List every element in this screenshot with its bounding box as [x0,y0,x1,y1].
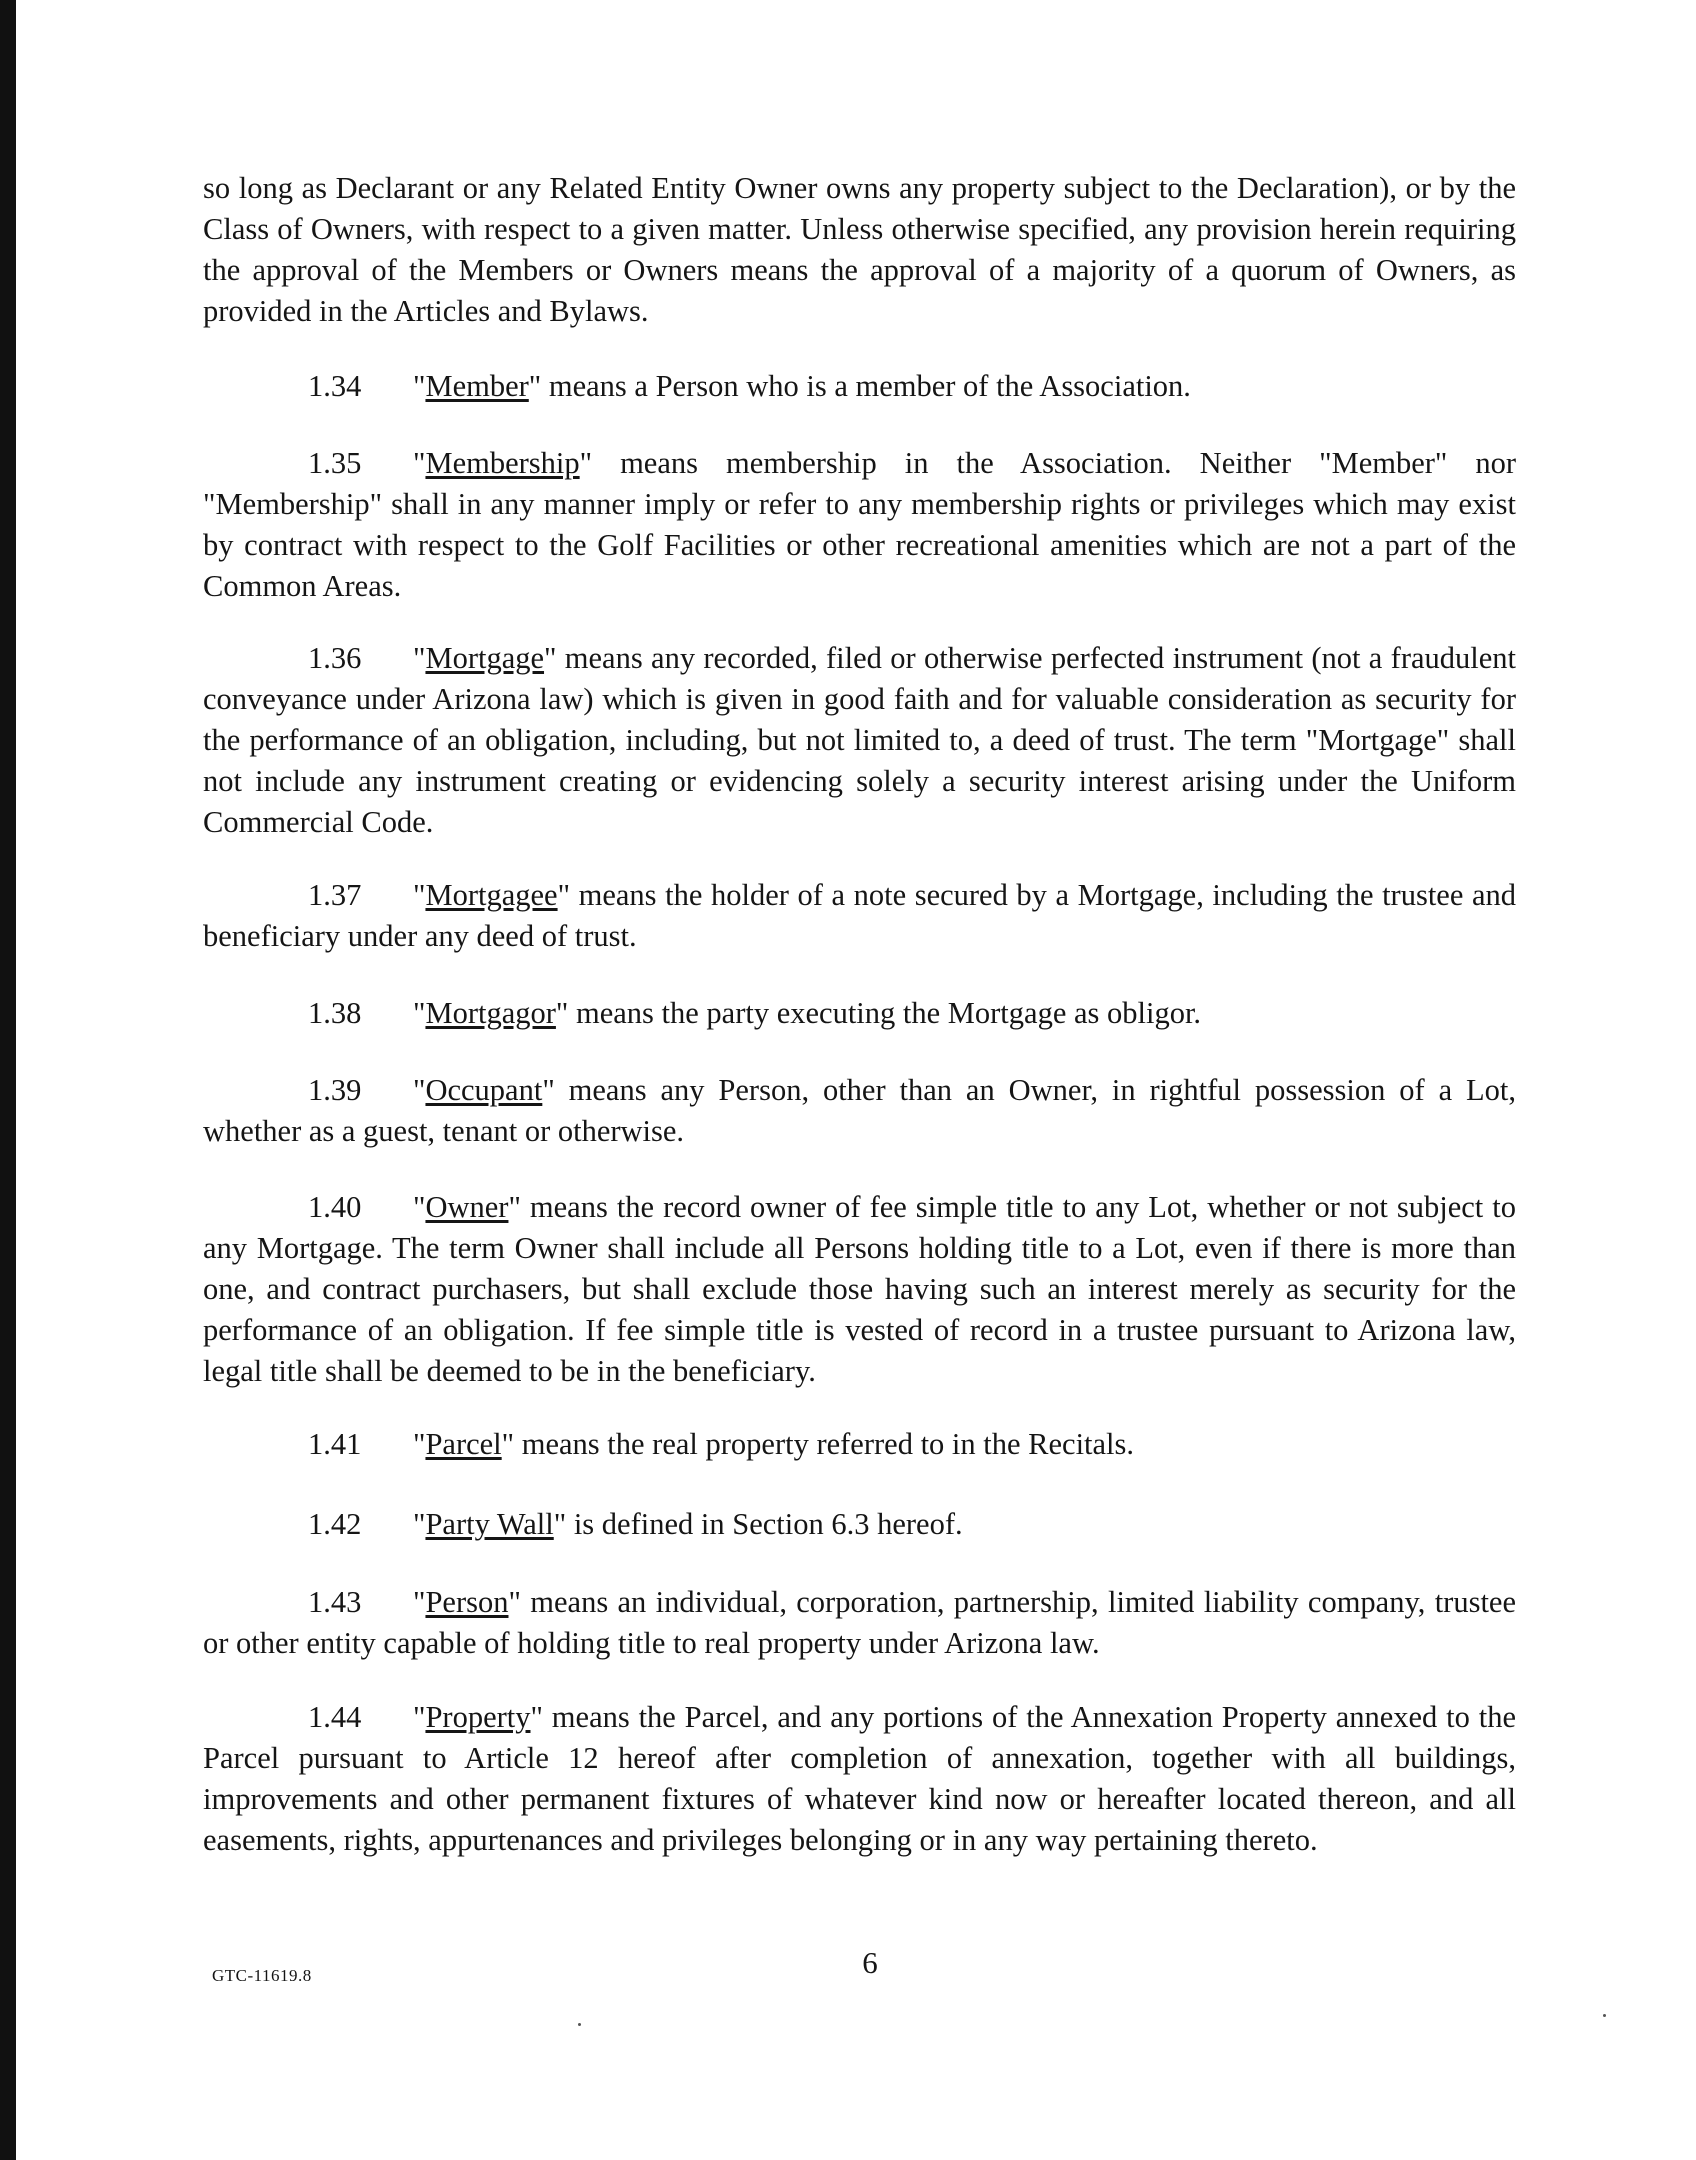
defined-term: Person [425,1585,509,1619]
definition-text: means the holder of a note secured by a Mortgage, including the trustee and beneficiary under any deed of trust. [203,878,1516,953]
definition-text: means the Parcel, and any portions of the Annexation Property annexed to the Parcel pursuant to Article 12 hereof after completion of annexation, together with all buildings, improvements and other permanent fixtures of whatever kind now or hereafter located thereon, and all easements, rights, appurtenances and privileges belonging or in any way pertaining thereto. [203,1700,1516,1857]
page-number: 6 [862,1945,878,1980]
section-number: 1.35 [308,446,362,480]
definition-text: means any Person, other than an Owner, in rightful possession of a Lot, whether as a guest, tenant or otherwise. [203,1073,1516,1148]
document-id: GTC-11619.8 [212,1966,312,1985]
scan-speck [578,2023,581,2026]
definition-text: means any recorded, filed or otherwise perfected instrument (not a fraudulent conveyance under Arizona law) which is given in good faith and for valuable consideration as security for the performance of an obligation, including, but not limited to, a deed of trust. The term "Mortgage" shall not include any instrument creating or evidencing solely a security interest arising under the Uniform Commercial Code. [203,641,1516,839]
section-number: 1.40 [308,1190,362,1224]
defined-term: Mortgage [425,641,545,675]
section-number: 1.43 [308,1585,362,1619]
defined-term: Mortgagor [425,996,556,1030]
continuation-paragraph: so long as Declarant or any Related Entity Owner owns any property subject to the Declaration), or by the Class of Owners, with respect to a given matter. Unless otherwise specified, any provision herein requiring the approval of the Members or Owners means the approval of a majority of a quorum of Owners, as provided in the Articles and Bylaws. [203,171,1516,328]
defined-term: Mortgagee [425,878,558,912]
scan-edge [0,0,16,2160]
defined-term: Parcel [425,1427,502,1461]
definition-1-36: 1.36 "Mortgage" means any recorded, filed or otherwise perfected instrument (not a fraudulent conveyance under Arizona law) which is given in good faith and for valuable consideration as security for the performance of an obligation, including, but not limited to, a deed of trust. The term "Mortgage" shall not include any instrument creating or evidencing solely a security interest arising under the Uniform Commercial Code. [203,638,1516,843]
defined-term: Occupant [425,1073,543,1107]
definition-1-35: 1.35 "Membership" means membership in the Association. Neither "Member" nor "Membership" shall in any manner imply or refer to any membership rights or privileges which may exist by contract with respect to the Golf Facilities or other recreational amenities which are not a part of the Common Areas. [203,443,1516,607]
definition-1-40: 1.40 "Owner" means the record owner of fee simple title to any Lot, whether or not subject to any Mortgage. The term Owner shall include all Persons holding title to a Lot, even if there is more than one, and contract purchasers, but shall exclude those having such an interest merely as security for the performance of an obligation. If fee simple title is vested of record in a trustee pursuant to Arizona law, legal title shall be deemed to be in the beneficiary. [203,1187,1516,1392]
section-number: 1.38 [308,996,362,1030]
definition-1-44: 1.44 "Property" means the Parcel, and any portions of the Annexation Property annexed to the Parcel pursuant to Article 12 hereof after completion of annexation, together with all buildings, improvements and other permanent fixtures of whatever kind now or hereafter located thereon, and all easements, rights, appurtenances and privileges belonging or in any way pertaining thereto. [203,1697,1516,1861]
definition-1-37: 1.37 "Mortgagee" means the holder of a note secured by a Mortgage, including the trustee and beneficiary under any deed of trust. [203,875,1516,957]
defined-term: Property [425,1700,531,1734]
definition-text: means the party executing the Mortgage as obligor. [568,996,1202,1030]
scan-speck [1603,2014,1606,2017]
section-number: 1.37 [308,878,362,912]
definition-text: means a Person who is a member of the Association. [541,369,1191,403]
defined-term: Owner [425,1190,509,1224]
section-number: 1.34 [308,369,362,403]
definition-1-34: 1.34 "Member" means a Person who is a member of the Association. [203,366,1516,407]
definition-1-43: 1.43 "Person" means an individual, corporation, partnership, limited liability company, trustee or other entity capable of holding title to real property under Arizona law. [203,1582,1516,1664]
section-number: 1.39 [308,1073,362,1107]
definition-1-39: 1.39 "Occupant" means any Person, other than an Owner, in rightful possession of a Lot, whether as a guest, tenant or otherwise. [203,1070,1516,1152]
definition-1-42: 1.42 "Party Wall" is defined in Section 6.3 hereof. [203,1504,1516,1545]
section-number: 1.44 [308,1700,362,1734]
definition-text: means the record owner of fee simple title to any Lot, whether or not subject to any Mortgage. The term Owner shall include all Persons holding title to a Lot, even if there is more than one, and contract purchasers, but shall exclude those having such an interest merely as security for the performance of an obligation. If fee simple title is vested of record in a trustee pursuant to Arizona law, legal title shall be deemed to be in the beneficiary. [203,1190,1516,1388]
section-number: 1.41 [308,1427,362,1461]
definition-text: is defined in Section 6.3 hereof. [566,1507,963,1541]
definition-text: means an individual, corporation, partnership, limited liability company, trustee or other entity capable of holding title to real property under Arizona law. [203,1585,1516,1660]
section-number: 1.36 [308,641,362,675]
definition-1-41: 1.41 "Parcel" means the real property referred to in the Recitals. [203,1424,1516,1465]
definition-text: means the real property referred to in the Recitals. [514,1427,1135,1461]
definition-text: means membership in the Association. Neither "Member" nor "Membership" shall in any manner imply or refer to any membership rights or privileges which may exist by contract with respect to the Golf Facilities or other recreational amenities which are not a part of the Common Areas. [203,446,1516,603]
section-number: 1.42 [308,1507,362,1541]
defined-term: Party Wall [425,1507,554,1541]
definition-1-38: 1.38 "Mortgagor" means the party executing the Mortgage as obligor. [203,993,1516,1034]
defined-term: Membership [425,446,580,480]
defined-term: Member [425,369,529,403]
